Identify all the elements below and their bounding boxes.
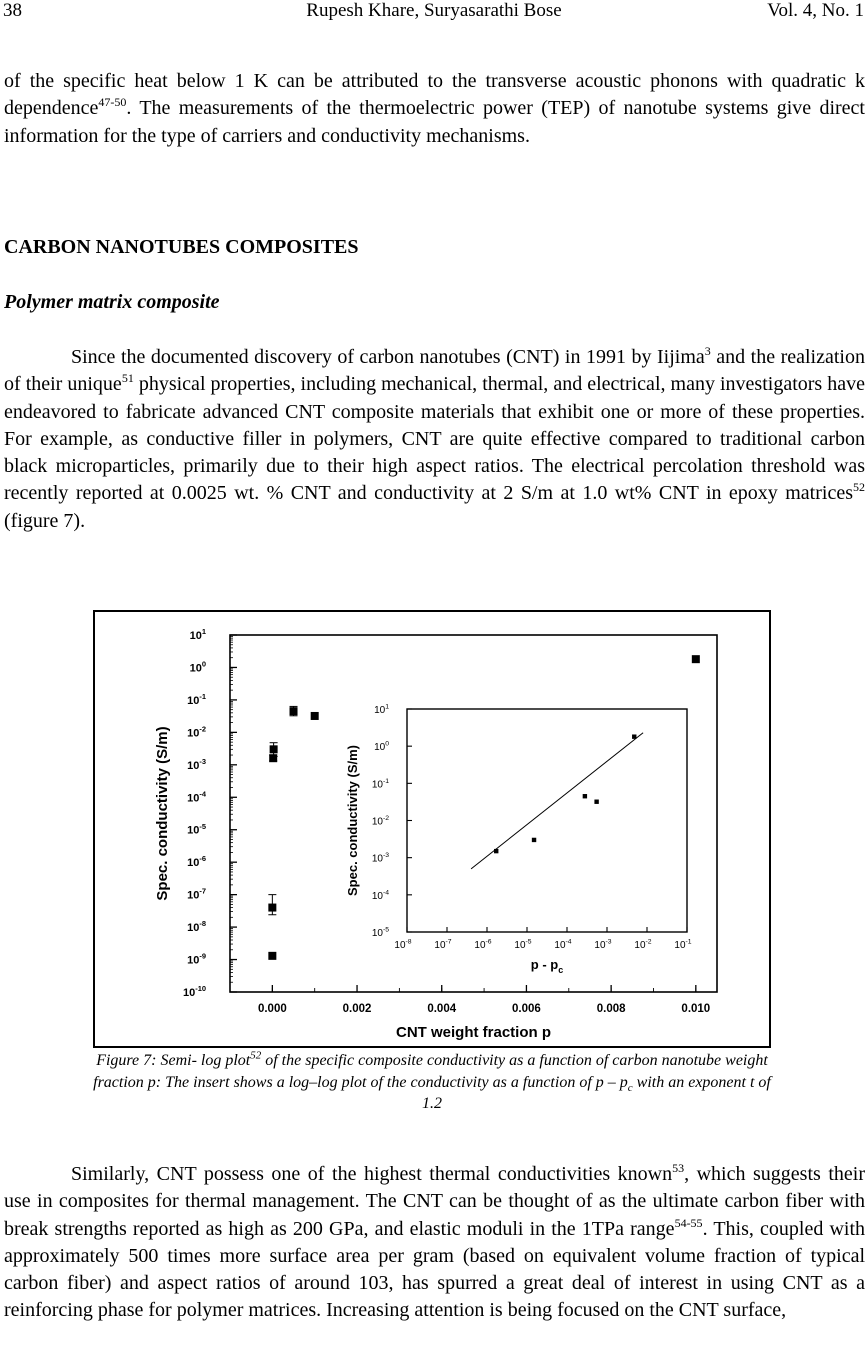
main-x-tick-label: 0.000 <box>257 1003 287 1015</box>
inset-x-tick-label: $10^{-7}$ <box>434 938 452 951</box>
main-data-point <box>692 655 700 663</box>
main-x-axis-label: CNT weight fraction p <box>396 1024 551 1041</box>
inset-data-point <box>594 800 598 804</box>
main-y-axis-label: Spec. conductivity (S/m) <box>154 726 171 901</box>
main-y-tick-label: $10^{-8}$ <box>187 919 206 935</box>
main-x-tick-label: 0.004 <box>427 1003 457 1015</box>
main-y-tick-label: $10^{-1}$ <box>187 691 206 707</box>
inset-y-tick-label: $10^{-5}$ <box>371 926 389 939</box>
inset-y-tick-label: $10^{-1}$ <box>371 777 389 791</box>
inset-plot-frame <box>407 709 687 932</box>
main-y-tick-label: $10^{-6}$ <box>187 854 206 870</box>
conductivity-chart <box>95 612 769 1046</box>
inset-x-tick-label: $10^{-4}$ <box>554 938 572 951</box>
main-data-point <box>268 904 276 912</box>
main-y-tick-label: $10^{-9}$ <box>187 951 206 967</box>
main-y-tick-label: $10^0$ <box>189 659 206 675</box>
header-volume: Vol. 4, No. 1 <box>767 0 864 21</box>
header-authors: Rupesh Khare, Suryasarathi Bose <box>306 0 562 21</box>
inset-x-tick-label: $10^{-3}$ <box>594 938 612 951</box>
main-y-tick-label: $10^{-10}$ <box>182 984 206 999</box>
subsection-heading: Polymer matrix composite <box>4 291 220 313</box>
inset-x-axis-label: p - $p_c$ <box>530 957 564 975</box>
main-x-tick-label: 0.006 <box>512 1003 541 1015</box>
inset-x-tick-label: $10^{-5}$ <box>514 938 532 951</box>
citation: 53 <box>672 1161 685 1175</box>
inset-x-tick-label: $10^{-6}$ <box>474 938 492 951</box>
figure-7 <box>93 610 771 1048</box>
paragraph-specific-heat: of the specific heat below 1 K can be attributed to the transverse acoustic phonons with quadratic k dependence$^{47-50}$. The measurements of the thermoelectric power (TEP) of nanotube systems give direct information for the type of carriers and conductivity mechanisms. <box>4 70 865 147</box>
citation: 47-50 <box>98 95 127 110</box>
inset-x-tick-label: $10^{-8}$ <box>394 938 412 951</box>
main-x-tick-label: 0.002 <box>342 1003 372 1015</box>
citation: 52 <box>853 480 865 495</box>
section-heading: CARBON NANOTUBES COMPOSITES <box>4 236 359 258</box>
citation: 54-55 <box>674 1215 703 1230</box>
main-y-tick-label: $10^1$ <box>189 627 206 642</box>
inset-y-tick-label: $10^{-2}$ <box>371 815 389 828</box>
inset-data-point <box>532 838 536 842</box>
main-x-tick-label: 0.008 <box>596 1003 626 1015</box>
main-y-tick-label: $10^{-2}$ <box>187 724 206 740</box>
main-data-point <box>290 707 298 715</box>
paragraph-polymer-composite: Since the documented discovery of carbon nanotubes (CNT) in 1991 by Iijima$^3$ and the realization of their unique$^{51}$ physical properties, including mechanical, thermal, and electrical, many investigators have endeavored to fabricate advanced CNT composite materials that exhibit one or more of these properties. For example, as conductive filler in polymers, CNT are quite effective compared to traditional carbon black microparticles, primarily due to their high aspect ratios. The electrical percolation threshold was recently reported at 0.0025 wt. % CNT and conductivity at 2 S/m at 1.0 wt% CNT in epoxy matrices$^{52}$ (figure 7). <box>4 344 865 532</box>
main-data-point <box>268 952 276 960</box>
main-data-point <box>311 712 319 720</box>
inset-x-tick-label: $10^{-1}$ <box>674 938 692 951</box>
paragraph-thermal: Similarly, CNT possess one of the highest thermal conductivities known$^{53}$, which suggests their use in composites for thermal management. The CNT can be thought of as the ultimate carbon fiber with break strengths reported as high as 200 GPa, and elastic moduli in the 1TPa range$^{54-55}$. This, coupled with approximately 500 times more surface area per gram (based on equivalent volume fraction of typical carbon fiber) and aspect ratios of around 103, has spurred a great deal of interest in using CNT as a reinforcing phase for polymer matrices. Increasing attention is being focused on the CNT surface, <box>4 1161 865 1322</box>
figure-caption: Figure 7: Semi- log plot$^{52}$ of the specific composite conductivity as a function of carbon nanotube weight fraction p: The insert shows a log–log plot of the conductivity as a function of p – $p_c$ with an exponent t of 1.2 <box>93 1049 771 1112</box>
main-y-tick-label: $10^{-5}$ <box>187 821 206 837</box>
inset-y-tick-label: $10^{-4}$ <box>371 889 389 902</box>
inset-x-tick-label: $10^{-2}$ <box>634 938 652 951</box>
main-y-tick-label: $10^{-4}$ <box>187 789 206 805</box>
inset-data-point <box>632 734 636 738</box>
main-y-tick-label: $10^{-3}$ <box>187 756 206 772</box>
inset-y-axis-label: Spec. conductivity (S/m) <box>345 745 360 896</box>
running-header <box>0 0 868 28</box>
inset-y-tick-label: $10^{-3}$ <box>371 852 389 865</box>
page-number: 38 <box>3 0 22 21</box>
main-x-tick-label: 0.010 <box>681 1003 711 1015</box>
inset-data-point <box>583 794 587 798</box>
inset-y-tick-label: $10^0$ <box>374 740 389 754</box>
inset-data-point <box>494 849 498 853</box>
citation: 3 <box>704 344 711 358</box>
inset-y-tick-label: $10^1$ <box>374 703 389 716</box>
citation: 51 <box>121 371 134 386</box>
main-data-point <box>270 745 278 753</box>
main-y-tick-label: $10^{-7}$ <box>187 886 206 902</box>
